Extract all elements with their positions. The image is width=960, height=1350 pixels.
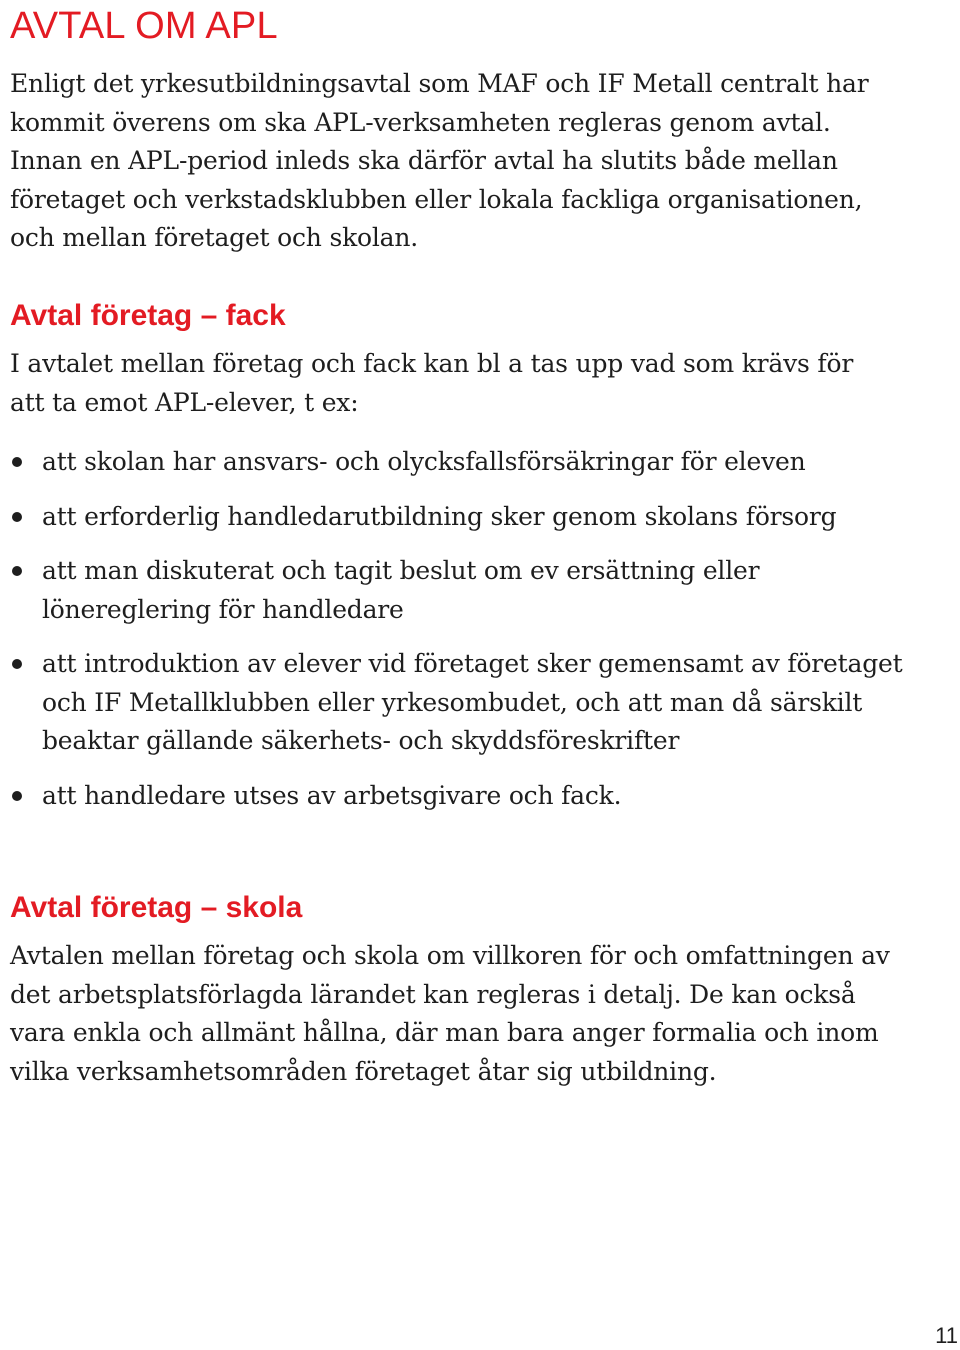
list-item	[10, 498, 905, 537]
list-item	[10, 552, 905, 629]
requirements-list	[10, 443, 905, 831]
bullet-icon	[12, 566, 22, 576]
list-item	[10, 443, 905, 482]
list-item-text: att handledare utses av arbetsgivare och fack.	[42, 780, 622, 810]
section-heading-skola: Avtal företag – skola	[10, 891, 303, 924]
list-item-text: att introduktion av elever vid företaget sker gemensamt av företaget och IF Metallklubben eller yrkesombudet, och att man då särskilt beaktar gällande säkerhets- och skyddsföreskrifter	[42, 649, 903, 755]
list-item-text: att erforderlig handledarutbildning sker genom skolans försorg	[42, 501, 837, 531]
intro-paragraph: Enligt det yrkesutbildningsavtal som MAF och IF Metall centralt har kommit överens om ska APL-verksamheten regleras genom avtal. Innan en APL-period inleds ska därför avtal ha slutits både mellan företaget och verkstadsklubben eller lokala fackliga organisationen, och mellan företaget och skolan.	[10, 69, 869, 252]
list-item	[10, 645, 905, 761]
bullet-icon	[12, 659, 22, 669]
section-skola-paragraph: Avtalen mellan företag och skola om villkoren för och omfattningen av det arbetsplatsförlagda lärandet kan regleras i detalj. De kan också vara enkla och allmänt hållna, där man bara anger formalia och inom vilka verksamhetsområden företaget åtar sig utbildning.	[10, 941, 890, 1086]
list-item-text: att man diskuterat och tagit beslut om ev ersättning eller lönereglering för handledare	[42, 556, 760, 624]
section-fack-paragraph: I avtalet mellan företag och fack kan bl a tas upp vad som krävs för att ta emot APL-elever, t ex:	[10, 349, 854, 417]
page-number: 11	[935, 1323, 958, 1348]
bullet-icon	[12, 791, 22, 801]
section-heading-fack: Avtal företag – fack	[10, 299, 286, 332]
list-item	[10, 777, 905, 816]
bullet-icon	[12, 512, 22, 522]
list-item-text: att skolan har ansvars- och olycksfallsförsäkringar för eleven	[42, 447, 806, 476]
page-title: AVTAL OM APL	[10, 5, 278, 47]
bullet-icon	[12, 457, 22, 467]
